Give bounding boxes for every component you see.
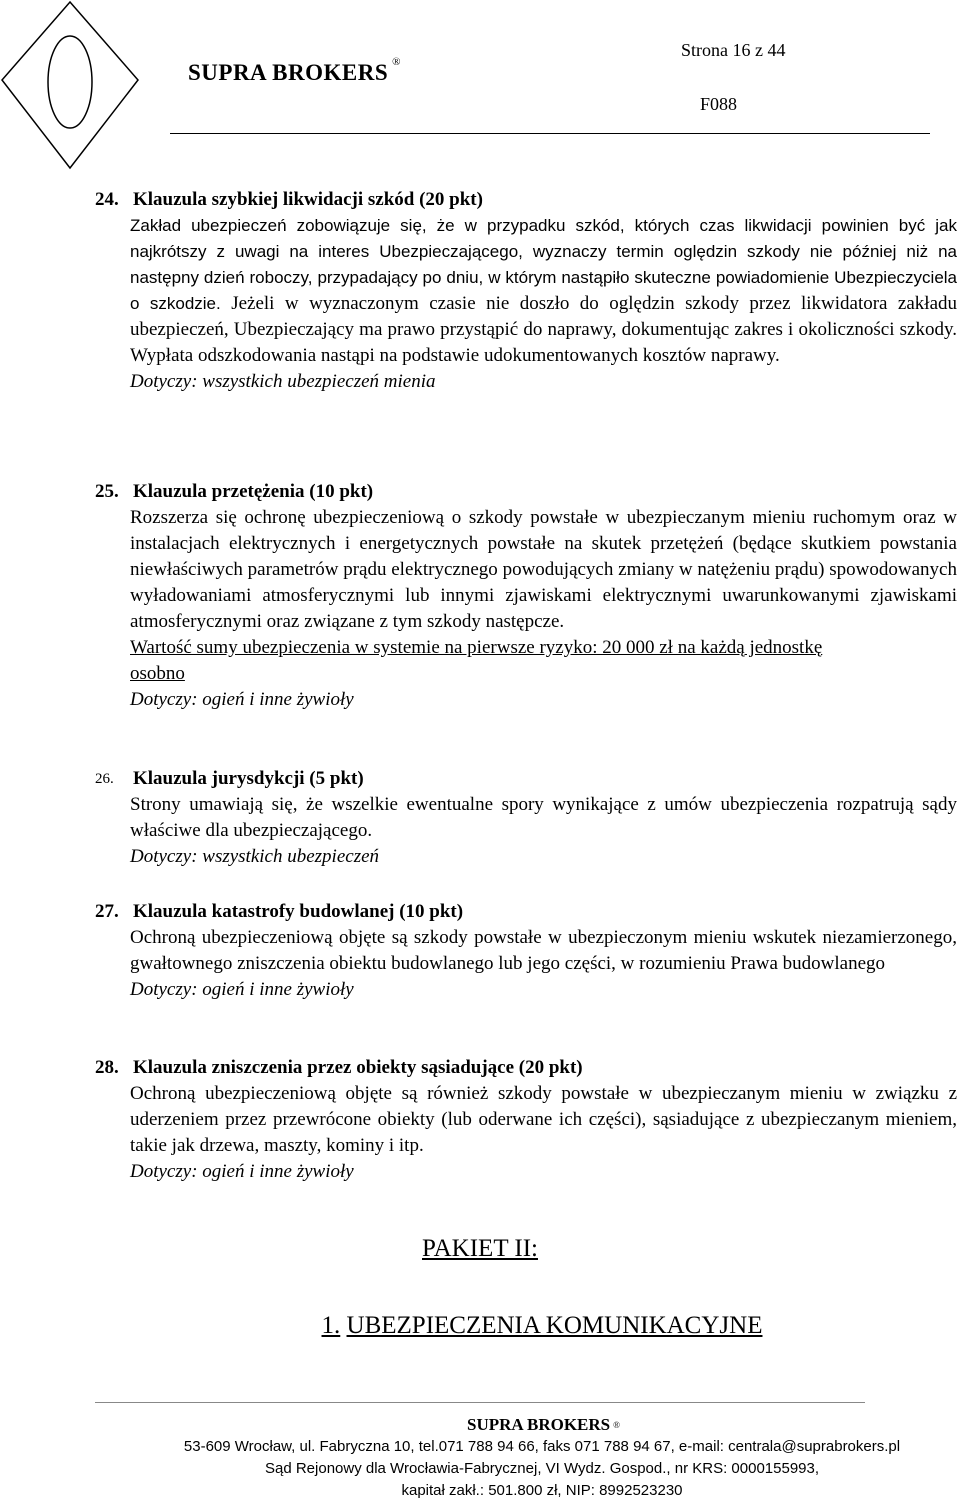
section-heading <box>95 1055 957 1081</box>
chapter-title: UBEZPIECZENIA KOMUNIKACYJNE <box>346 1312 763 1339</box>
header-brand <box>188 56 401 86</box>
section-number: 28. <box>95 1057 119 1078</box>
page-number: Strona 16 z 44 <box>681 40 786 60</box>
footer-brand-name: SUPRA BROKERS <box>467 1415 611 1434</box>
section-body: Rozszerza się ochronę ubezpieczeniową o szkody powstałe w ubezpieczanym mieniu ruchomym oraz w instalacjach elektrycznych i energetycznych powstałe na skutek przetężeń (będące skutkiem powstania niewłaściwych parametrów prądu elektrycznego powodujących zmiany w natężeniu prądu) spowodowanych wyładowaniami atmosferycznymi lub innymi zjawiskami elektrycznymi uwarunkowanymi zjawiskami atmosferycznymi oraz związane z tym szkody następcze. <box>130 507 957 632</box>
section-heading <box>95 899 957 925</box>
section-body <box>130 213 957 369</box>
section-24 <box>95 187 957 395</box>
section-applies: Dotyczy: wszystkich ubezpieczeń mienia <box>130 371 436 392</box>
section-body-part-2: Jeżeli w wyznaczonym czasie nie doszło do oględzin szkody przez likwidatora zakładu ubezpieczeń, Ubezpieczający ma prawo przystąpić do naprawy, dokumentując zakres i okoliczności szkody. Wypłata odszkodowania nastąpi na podstawie udokumentowanych kosztów naprawy. <box>130 293 958 366</box>
page-footer <box>0 1414 960 1502</box>
section-number: 24. <box>95 189 119 210</box>
section-title: Klauzula zniszczenia przez obiekty sąsiadujące (20 pkt) <box>133 1057 583 1078</box>
section-number: 26. <box>95 771 114 787</box>
section-body: Strony umawiają się, że wszelkie ewentualne spory wynikające z umów ubezpieczenia rozpatrują sądy właściwe dla ubezpieczającego. <box>130 794 957 841</box>
company-logo <box>0 0 140 170</box>
section-title: Klauzula przetężenia (10 pkt) <box>133 481 374 502</box>
section-applies: Dotyczy: ogień i inne żywioły <box>130 1161 354 1182</box>
footer-divider <box>95 1402 865 1403</box>
chapter-number: 1. <box>321 1312 341 1339</box>
footer-court: Sąd Rejonowy dla Wrocławia-Fabrycznej, VI Wydz. Gospod., nr KRS: 0000155993, <box>264 1460 820 1477</box>
section-26 <box>95 766 957 870</box>
footer-brand <box>0 1414 960 1436</box>
section-applies: Dotyczy: ogień i inne żywioły <box>130 689 354 710</box>
footer-address: 53-609 Wrocław, ul. Fabryczna 10, tel.071 788 94 66, faks 071 788 94 67, e-mail: centrala@suprabrokers.pl <box>183 1438 901 1455</box>
section-heading <box>95 479 957 505</box>
section-number: 25. <box>95 481 119 502</box>
section-number: 27. <box>95 901 119 922</box>
section-body: Ochroną ubezpieczeniową objęte są szkody powstałe w ubezpieczonym mieniu wskutek niezamierzonego, gwałtownego zniszczenia obiektu budowlanego lub jego części, w rozumieniu Prawa budowlanego <box>130 927 957 974</box>
section-title: Klauzula katastrofy budowlanej (10 pkt) <box>133 901 464 922</box>
section-title: Klauzula szybkiej likwidacji szkód (20 pkt) <box>133 189 483 210</box>
document-code: F088 <box>700 94 738 114</box>
footer-registered-mark: ® <box>613 1420 620 1430</box>
section-28 <box>95 1055 957 1185</box>
section-applies: Dotyczy: wszystkich ubezpieczeń <box>130 846 380 867</box>
section-body-part-1: Zakład ubezpieczeń zobowiązuje się, że w przypadku szkód, których czas likwidacji powinien być jak najkrótszy z uwagi na interes Ubezpieczającego, wyznaczy termin oględzin szkody nie później niż na następny dzień roboczy, przypadający po dniu, w którym nastąpiło skuteczne powiadomienie Ubezpieczyciela o szkodzie. <box>130 216 957 313</box>
registered-mark: ® <box>392 56 401 68</box>
section-27 <box>95 899 957 1003</box>
header-divider <box>170 133 930 134</box>
section-title: Klauzula jurysdykcji (5 pkt) <box>133 768 364 789</box>
section-25 <box>95 479 957 713</box>
header-brand-name: SUPRA BROKERS <box>188 60 389 85</box>
section-applies: Dotyczy: ogień i inne żywioły <box>130 979 354 1000</box>
section-heading <box>95 187 957 213</box>
section-heading <box>95 766 957 792</box>
section-body: Ochroną ubezpieczeniową objęte są również szkody powstałe w ubezpieczanym mieniu w związku z uderzeniem przez przewrócone obiekty (lub oderwane ich części), sąsiadujące z ubezpieczanym mieniem, takie jak drzewa, maszty, kominy i itp. <box>130 1083 957 1156</box>
footer-capital: kapitał zakł.: 501.800 zł, NIP: 8992523230 <box>401 1482 683 1499</box>
chapter-heading <box>0 1312 960 1340</box>
package-heading: PAKIET II: <box>422 1235 538 1262</box>
sum-insured: Wartość sumy ubezpieczenia w systemie na pierwsze ryzyko: 20 000 zł na każdą jednostkę osobno <box>130 637 823 684</box>
